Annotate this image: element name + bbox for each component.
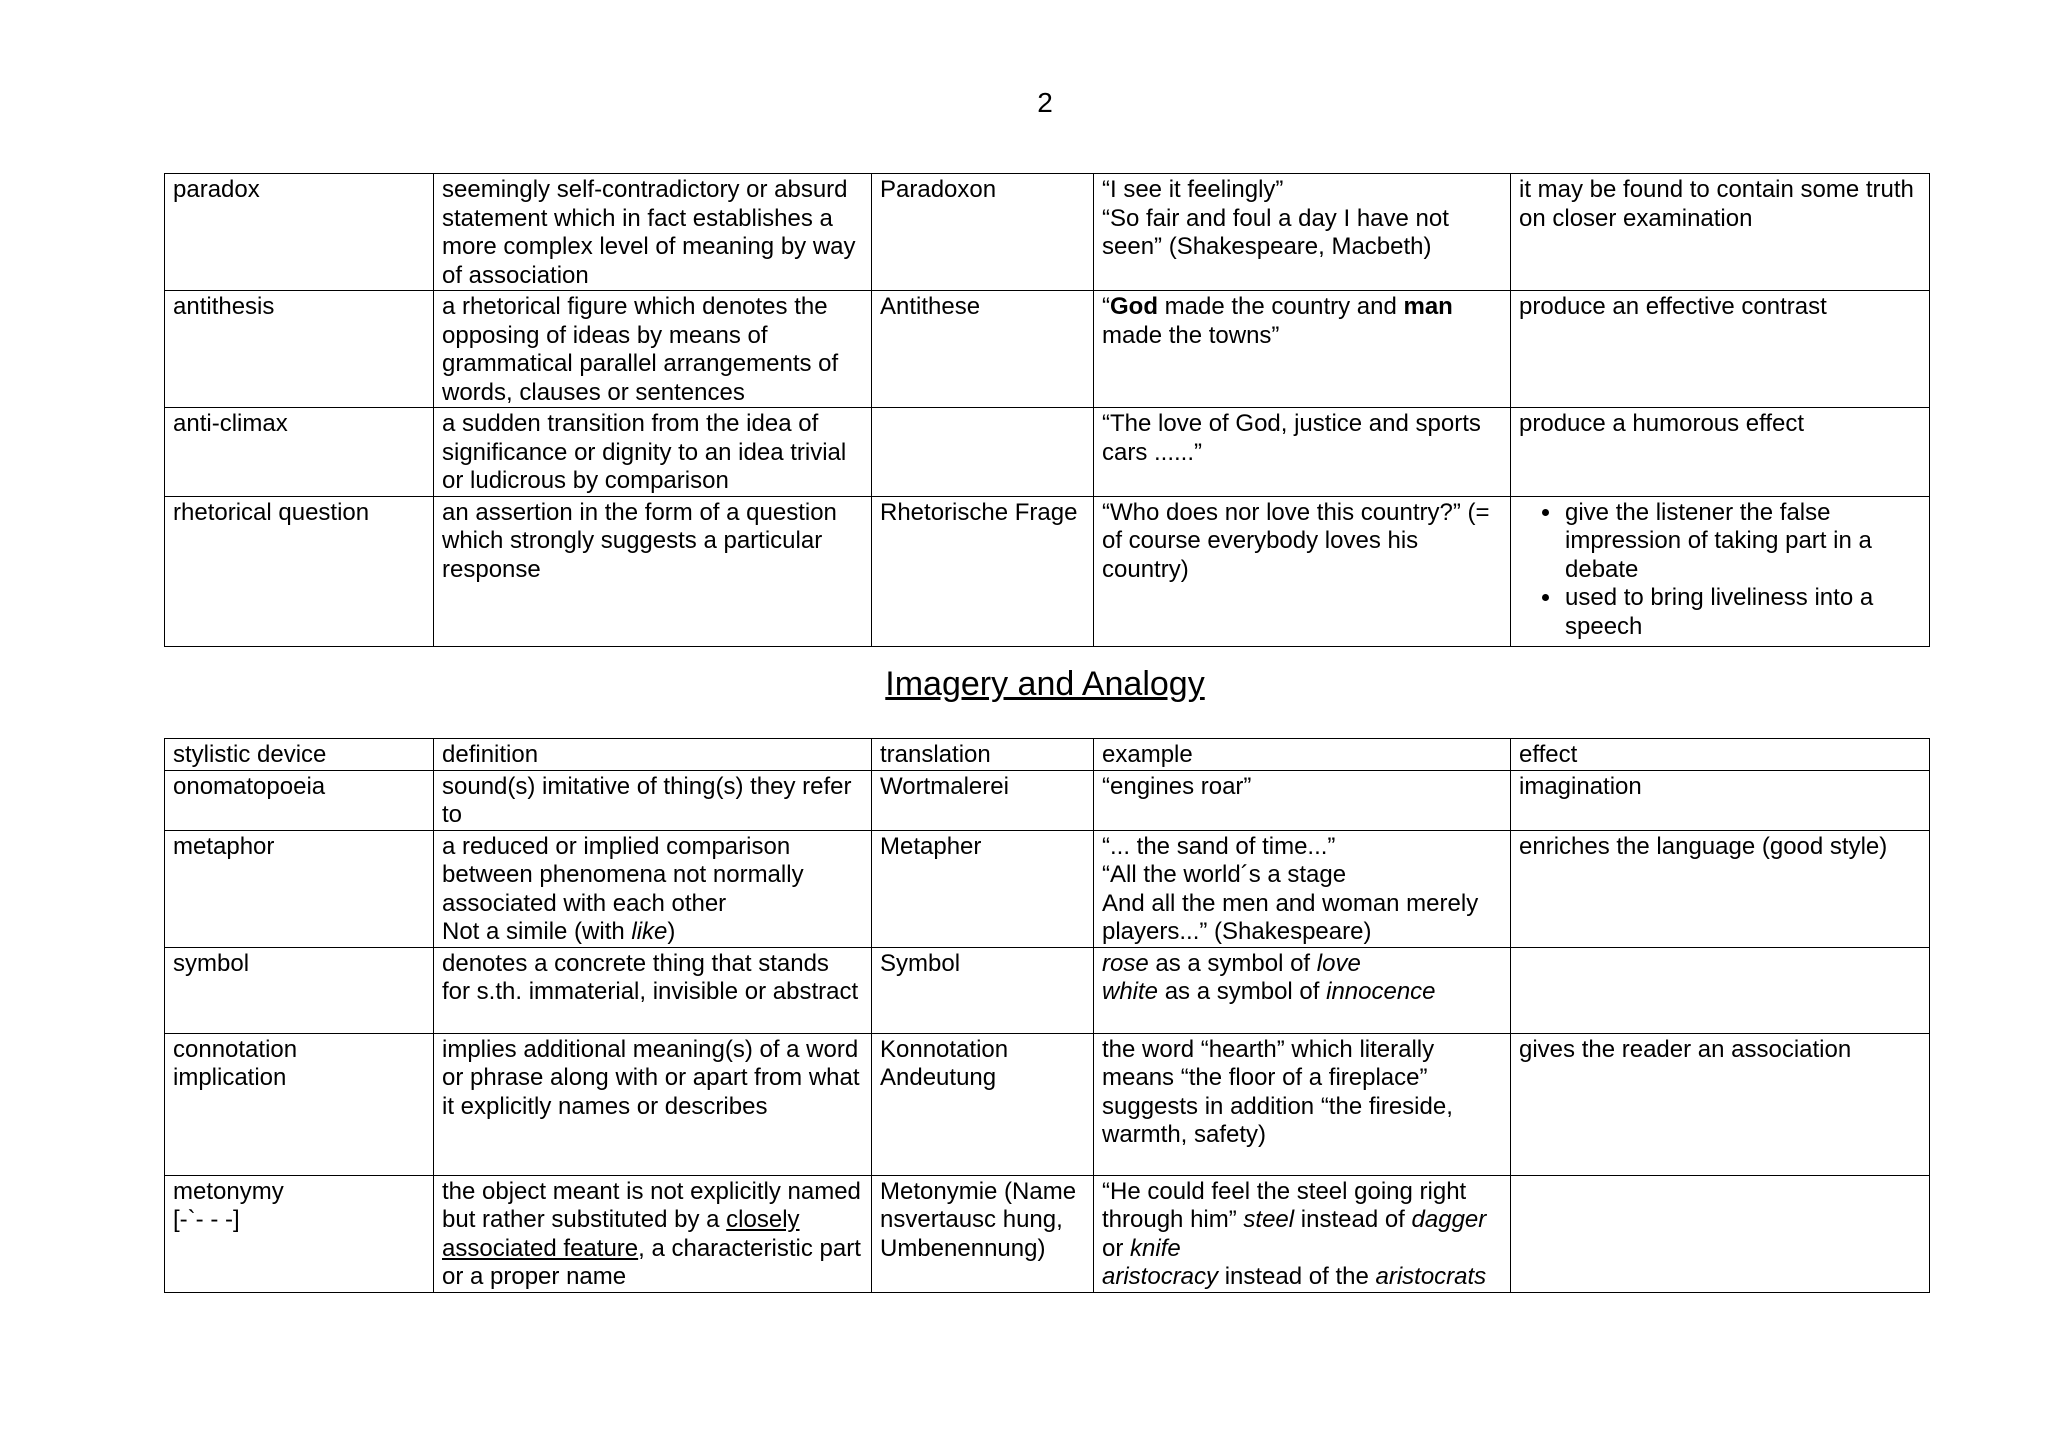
example-cell [1094, 1033, 1511, 1175]
example-text: as a symbol of [1148, 949, 1317, 977]
example-line [1102, 1263, 1502, 1292]
example-text: “All the world´s a stage [1102, 861, 1347, 888]
example-italic-text: white [1102, 978, 1159, 1005]
device-text: onomatopoeia [173, 772, 326, 800]
effect-text: produce a humorous effect [1519, 410, 1805, 437]
device-text: anti-climax [173, 410, 288, 437]
device-text: metonymy [173, 1177, 284, 1205]
example-cell [1094, 947, 1511, 1033]
definition-cell [434, 1033, 872, 1175]
example-text: “ [1102, 293, 1110, 320]
device-cell [165, 408, 434, 497]
table-row [165, 408, 1930, 497]
list-item: • used to bring liveliness into a speech [1563, 584, 1921, 641]
definition-text: a reduced or implied comparison between phenomena not normally associated with each other [442, 832, 804, 917]
effect-cell [1511, 496, 1930, 646]
effect-text: imagination [1519, 772, 1642, 800]
device-cell [165, 770, 434, 830]
example-text: “... the sand of time...” [1102, 832, 1336, 860]
definition-cell [434, 496, 872, 646]
translation-text: Konnotation [880, 1035, 1009, 1063]
example-italic-text: rose [1102, 949, 1149, 977]
definition-text: Not a simile (with [442, 918, 632, 945]
header-cell: effect [1511, 739, 1930, 771]
example-italic-text: knife [1130, 1234, 1181, 1262]
effect-cell [1511, 174, 1930, 291]
table-row [165, 291, 1930, 408]
header-cell: example [1094, 739, 1511, 771]
example-italic-text: aristocrats [1375, 1263, 1487, 1290]
example-text: or [1102, 1234, 1131, 1262]
definition-text: a rhetorical figure which denotes the opposing of ideas by means of grammatical parallel arrangements of words, clauses or sentences [442, 293, 839, 406]
effect-cell [1511, 830, 1930, 947]
example-text: “engines roar” [1102, 772, 1252, 800]
translation-cell [872, 830, 1094, 947]
example-line [1102, 1178, 1502, 1264]
device-cell [165, 174, 434, 291]
example-text: “He could feel the steel going right through him” [1102, 1177, 1467, 1233]
definition-cell [434, 291, 872, 408]
translation-text: Symbol [880, 949, 961, 977]
example-text: the word “hearth” which literally means “the floor of a fireplace” suggests in addition “the fireside, warmth, safety) [1102, 1035, 1453, 1148]
device-text: paradox [173, 176, 260, 203]
device-cell [165, 1033, 434, 1175]
translation-cell [872, 770, 1094, 830]
device-text: symbol [173, 949, 250, 977]
example-text: “Who does nor love this country?” (= of course everybody loves his country) [1102, 498, 1490, 583]
definition-cell [434, 830, 872, 947]
rhetoric-table [164, 173, 1930, 647]
translation-cell [872, 291, 1094, 408]
example-italic-text: love [1316, 949, 1361, 977]
effect-cell [1511, 947, 1930, 1033]
example-text: instead of the [1218, 1263, 1376, 1290]
effect-cell [1511, 1175, 1930, 1292]
table-row [165, 1033, 1930, 1175]
definition-cell [434, 947, 872, 1033]
header-cell: translation [872, 739, 1094, 771]
translation-text: Wortmalerei [880, 772, 1009, 800]
definition-text: seemingly self-contradictory or absurd statement which in fact establishes a more complex level of meaning by way of association [442, 176, 856, 289]
device-text: implication [173, 1064, 287, 1091]
definition-cell [434, 408, 872, 497]
effect-cell [1511, 408, 1930, 497]
device-cell [165, 1175, 434, 1292]
translation-cell [872, 947, 1094, 1033]
definition-underlined-text: closely associated feature [442, 1206, 800, 1262]
example-cell [1094, 770, 1511, 830]
definition-italic-text: like [631, 918, 668, 945]
example-italic-text: steel [1243, 1206, 1295, 1233]
definition-cell [434, 770, 872, 830]
example-cell [1094, 830, 1511, 947]
definition-note [442, 918, 863, 947]
device-text: antithesis [173, 293, 275, 320]
effect-list [1519, 499, 1921, 642]
effect-cell [1511, 291, 1930, 408]
effect-text: produce an effective contrast [1519, 293, 1827, 320]
device-text: connotation [173, 1035, 298, 1063]
translation-text: Antithese [880, 293, 981, 320]
translation-cell [872, 496, 1094, 646]
example-line [1102, 978, 1502, 1007]
table-row [165, 830, 1930, 947]
example-italic-text: dagger [1411, 1206, 1487, 1233]
device-text: metaphor [173, 832, 275, 860]
definition-text: an assertion in the form of a question which strongly suggests a particular response [442, 498, 837, 583]
definition-text: , a characteristic part or a proper name [442, 1234, 861, 1290]
effect-text: enriches the language (good style) [1519, 832, 1888, 860]
translation-text: Andeutung [880, 1064, 997, 1091]
example-cell [1094, 408, 1511, 497]
translation-cell [872, 1175, 1094, 1292]
example-text: as a symbol of [1158, 978, 1327, 1005]
device-text: rhetorical question [173, 498, 370, 526]
table-row [165, 174, 1930, 291]
example-cell [1094, 1175, 1511, 1292]
table-row [165, 1175, 1930, 1292]
header-cell: definition [434, 739, 872, 771]
translation-text: Paradoxon [880, 176, 997, 203]
translation-text: Metapher [880, 832, 982, 860]
definition-text: implies additional meaning(s) of a word or phrase along with or apart from what it explicitly names or describes [442, 1035, 860, 1120]
definition-text: the object meant is not explicitly named but rather substituted by a [442, 1177, 861, 1233]
effect-text: it may be found to contain some truth on closer examination [1519, 176, 1914, 232]
device-cell [165, 830, 434, 947]
section-heading: Imagery and Analogy [885, 665, 1205, 703]
example-text: made the towns” [1102, 321, 1280, 349]
translation-text: Rhetorische Frage [880, 498, 1078, 526]
example-italic-text: innocence [1326, 978, 1436, 1005]
device-cell [165, 496, 434, 646]
definition-text: a sudden transition from the idea of significance or dignity to an idea trivial or ludicrous by comparison [442, 410, 847, 494]
example-cell [1094, 174, 1511, 291]
example-text: “The love of God, justice and sports cars ......” [1102, 410, 1481, 466]
device-cell [165, 947, 434, 1033]
definition-text: denotes a concrete thing that stands for s.th. immaterial, invisible or abstract [442, 949, 859, 1005]
definition-cell [434, 1175, 872, 1292]
example-text: “I see it feelingly” [1102, 176, 1284, 203]
example-bold-text: man [1403, 293, 1453, 320]
device-cell [165, 291, 434, 408]
definition-cell [434, 174, 872, 291]
imagery-table [164, 738, 1930, 1293]
example-cell [1094, 496, 1511, 646]
effect-cell [1511, 1033, 1930, 1175]
device-text: [-`- - -] [173, 1206, 240, 1233]
example-text: “So fair and foul a day I have not seen” (Shakespeare, Macbeth) [1102, 204, 1449, 260]
example-text: And all the men and woman merely players...” (Shakespeare) [1102, 889, 1479, 945]
table-row [165, 770, 1930, 830]
page-number: 2 [1037, 87, 1053, 118]
example-line [1102, 950, 1502, 979]
effect-text: gives the reader an association [1519, 1035, 1852, 1063]
translation-cell [872, 174, 1094, 291]
example-cell [1094, 291, 1511, 408]
translation-cell [872, 408, 1094, 497]
table-row [165, 496, 1930, 646]
list-item: • give the listener the false impression of taking part in a debate [1563, 499, 1921, 585]
translation-cell [872, 1033, 1094, 1175]
effect-cell [1511, 770, 1930, 830]
translation-text: Metonymie (Namensvertausc hung, Umbenennung) [880, 1177, 1077, 1262]
example-text: instead of [1294, 1206, 1412, 1233]
example-italic-text: aristocracy [1102, 1263, 1219, 1290]
table-row [165, 947, 1930, 1033]
header-cell: stylistic device [165, 739, 434, 771]
header-row [165, 739, 1930, 771]
definition-text: sound(s) imitative of thing(s) they refer to [442, 772, 852, 828]
definition-text: ) [667, 918, 676, 945]
example-text: made the country and [1158, 293, 1404, 320]
example-bold-text: God [1110, 293, 1158, 320]
